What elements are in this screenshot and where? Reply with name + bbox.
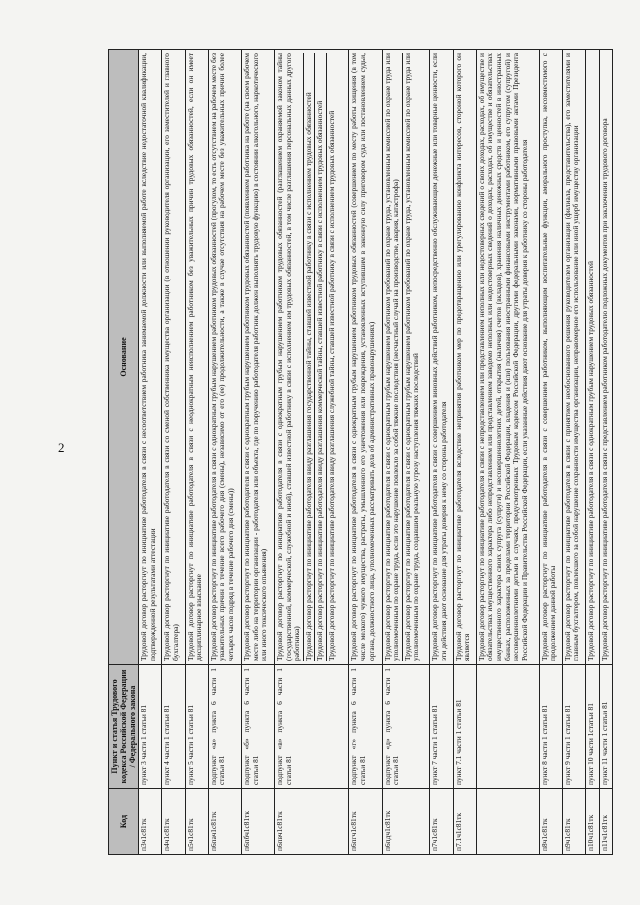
table-row <box>349 50 382 855</box>
header-article: Пункт и статья Трудового кодекса Российской Федерации / Федерального закона <box>109 665 139 789</box>
cell-code: п6пгч1с81тк <box>349 789 382 855</box>
cell-basis <box>275 50 349 665</box>
basis-paragraph: Трудовой договор расторгнут по инициативе работодателя в связи с однократным грубым нарушением работником требований по охране труда, установленным комиссией по охране труда или уполномоченным по охране труда, если это нарушение повлекло за собой тяжкие последствия (несчастный случай на производстве, авария, катастрофа) <box>382 53 401 661</box>
cell-article: пункт 7 части 1 статьи 81 <box>430 665 453 789</box>
table-row <box>382 50 430 855</box>
cell-article: пункт 3 части 1 статьи 81 <box>139 665 162 789</box>
cell-article <box>476 665 539 789</box>
cell-article: подпункт «а» пункта 6 части 1 статьи 81 <box>208 665 241 789</box>
table-row <box>275 50 349 855</box>
cell-article: пункт 4 части 1 статьи 81 <box>162 665 185 789</box>
basis-paragraph: Трудовой договор расторгнут по инициативе работодателя ввиду разглашения служебной тайны, ставшей известной работнику в связи с исполнением трудовых обязанностей <box>326 53 338 661</box>
cell-basis: Трудовой договор расторгнут по инициативе работодателя в связи с совершением работником, выполняющим воспитательные функции, аморального проступка, несовместимого с продолжением данной работы <box>539 50 562 665</box>
table-row <box>430 50 453 855</box>
table-row <box>599 50 613 855</box>
cell-code: п10ч1с81тк <box>586 789 599 855</box>
cell-basis: Трудовой договор расторгнут по инициативе работодателя в связи с неоднократным неисполнением работником без уважительных причин трудовых обязанностей, если он имеет дисциплинарное взыскание <box>185 50 208 665</box>
cell-basis: Трудовой договор расторгнут по инициативе работодателя в связи с представлением работником работодателю подложных документов при заключении трудового договора <box>599 50 613 665</box>
cell-article: пункт 5 части 1 статьи 81 <box>185 665 208 789</box>
table-row <box>139 50 162 855</box>
basis-paragraph: Трудовой договор расторгнут по инициативе работодателя в связи с однократным грубым нарушением работником трудовых обязанностей (разглашением охраняемой законом тайны (государственной, коммерческой, служебной и иной), ставшей известной работнику в связи с исполнением им трудовых обязанностей, в том числе разглашения персональных данных другого работника) <box>275 53 302 661</box>
cell-basis: Трудовой договор расторгнут по инициативе работодателя вследствие непринятия работником мер по предотвращению или урегулированию конфликта интересов, стороной которого он является <box>453 50 476 665</box>
cell-code: п6пдч1с81тк <box>382 789 430 855</box>
cell-basis: Трудовой договор расторгнут по инициативе работодателя в связи с однократным грубым нарушением работником трудовых обязанностей (появлением работника на работе (на своем рабочем месте либо на территории организации - работодателя или объекта, где по поручению работодателя работник должен выполнять трудовую функцию) в состоянии алкогольного, наркотического или иного токсического опьянения) <box>241 50 274 665</box>
table-row <box>241 50 274 855</box>
table-row <box>208 50 241 855</box>
page-number: 2 <box>58 440 65 455</box>
rotated-table-wrapper <box>108 50 613 855</box>
basis-paragraph: Трудовой договор расторгнут по инициативе работодателя ввиду разглашения государственной тайны, ставшей известной работнику в связи с исполнением трудовых обязанностей <box>303 53 315 661</box>
cell-basis: Трудовой договор расторгнут по инициативе работодателя в связи с совершением виновных действий работником, непосредственно обслуживающим денежные или товарные ценности, если эти действия дают основание для утраты доверия к нему со стороны работодателя <box>430 50 453 665</box>
cell-basis: Трудовой договор расторгнут по инициативе работодателя в связи с однократным грубым нарушением трудовых обязанностей <box>586 50 599 665</box>
cell-code: п11ч1с81тк <box>599 789 613 855</box>
cell-code: п8ч1с81тк <box>539 789 562 855</box>
cell-article: подпункт «д» пункта 6 части 1 статьи 81 <box>382 665 430 789</box>
table-header-row <box>109 50 139 855</box>
cell-article: подпункт «б» пункта 6 части 1 статьи 81 <box>241 665 274 789</box>
cell-code: п5ч1с81тк <box>185 789 208 855</box>
dismissal-codes-table <box>108 49 613 855</box>
table-row <box>185 50 208 855</box>
cell-article: пункт 7.1 части 1 статьи 81 <box>453 665 476 789</box>
cell-article: пункт 11 части 1 статьи 81 <box>599 665 613 789</box>
cell-code: п7ч1с81тк <box>430 789 453 855</box>
table-row <box>476 50 539 855</box>
cell-article: подпункт «в» пункта 6 части 1 статьи 81 <box>275 665 349 789</box>
table-row <box>539 50 562 855</box>
cell-basis: Трудовой договор расторгнут по инициативе работодателя в связи с однократным грубым нарушением работником трудовых обязанностей (совершением по месту работы хищения (в том числе мелкого) чужого имущества, растраты, умышленного его уничтожения или повреждения, установленных вступившим в законную силу приговором суда или постановлением судьи, органа, должностного лица, уполномоченных рассматривать дела об административных правонарушениях) <box>349 50 382 665</box>
cell-code: п4ч1с81тк <box>162 789 185 855</box>
cell-article: пункт 8 части 1 статьи 81 <box>539 665 562 789</box>
cell-code: п9ч1с81тк <box>562 789 585 855</box>
cell-article: подпункт «г» пункта 6 части 1 статьи 81 <box>349 665 382 789</box>
cell-basis: Трудовой договор расторгнут по инициативе работодателя в связи с однократным грубым нарушением работником трудовых обязанностей (прогулом, то есть отсутствием на рабочем месте без уважительных причин в течение всего рабочего дня (смены), независимо от его (ее) продолжительности, а также в случае отсутствия на рабочем месте без уважительных причин более четырех часов подряд в течение рабочего дня (смены)) <box>208 50 241 665</box>
cell-code: п7.1ч1с81тк <box>453 789 476 855</box>
header-basis: Основание <box>109 50 139 665</box>
cell-basis: Трудовой договор расторгнут по инициативе работодателя в связи со сменой собственника имущества организации (в отношении руководителя организации, его заместителей и главного бухгалтера) <box>162 50 185 665</box>
table-row <box>586 50 599 855</box>
cell-basis: Трудовой договор расторгнут по инициативе работодателя в связи с принятием необоснованного решения руководителем организации (филиала, представительства), его заместителями и главным бухгалтером, повлекшего за собой нарушение сохранности имущества организации, неправомерное его использование или иной ущерб имуществу организации <box>562 50 585 665</box>
basis-paragraph: Трудовой договор расторгнут по инициативе работодателя в связи с однократным грубым нарушением работником требований по охране труда, установленным комиссией по охране труда или уполномоченным по охране труда, создавшим реальную угрозу наступления тяжких последствий <box>402 53 421 661</box>
table-body <box>139 50 613 855</box>
table-row <box>562 50 585 855</box>
table-row <box>453 50 476 855</box>
cell-basis: Трудовой договор расторгнут по инициативе работодателя в связи с непредставлением или представлением неполных или недостоверных сведений о своих доходах, расходах, об имуществе и обязательствах имущественного характера либо непредставлением или представлением заведомо неполных или недостоверных сведений о доходах, расходах, об имуществе и обязательствах имущественного характера своих супруга (супруги) и несовершеннолетних детей, открытия (наличия) счетов (вкладов), хранения наличных денежных средств и ценностей в иностранных банках, расположенных за пределами территории Российской Федерации, владения и (или) пользования иностранными финансовыми инструментами работником, его супругом (супругой) и несовершеннолетними детьми в случаях, предусмотренных Трудовым кодексом Российской Федерации, другими федеральными законами, нормативными правовыми актами Президента Российской Федерации и Правительства Российской Федерации, если указанные действия дают основание для утраты доверия к работнику со стороны работодателя <box>476 50 539 665</box>
cell-article: пункт 10 части 1статьи 81 <box>586 665 599 789</box>
cell-code: п6пач1с81тк <box>208 789 241 855</box>
cell-code: п6пбч1с81тк <box>241 789 274 855</box>
cell-article: пункт 9 части 1 статьи 81 <box>562 665 585 789</box>
cell-code <box>476 789 539 855</box>
cell-basis: Трудовой договор расторгнут по инициативе работодателя в связи с несоответствием работника занимаемой должности или выполняемой работе вследствие недостаточной квалификации, подтвержденной результатами аттестации <box>139 50 162 665</box>
cell-code: п3ч1с81тк <box>139 789 162 855</box>
cell-code: п6пвч1с81тк <box>275 789 349 855</box>
table-row <box>162 50 185 855</box>
basis-paragraph: Трудовой договор расторгнут по инициативе работодателя ввиду разглашения коммерческой тайны, ставшей известной работнику в связи с исполнением трудовых обязанностей <box>314 53 326 661</box>
cell-basis <box>382 50 430 665</box>
header-code: Код <box>109 789 139 855</box>
